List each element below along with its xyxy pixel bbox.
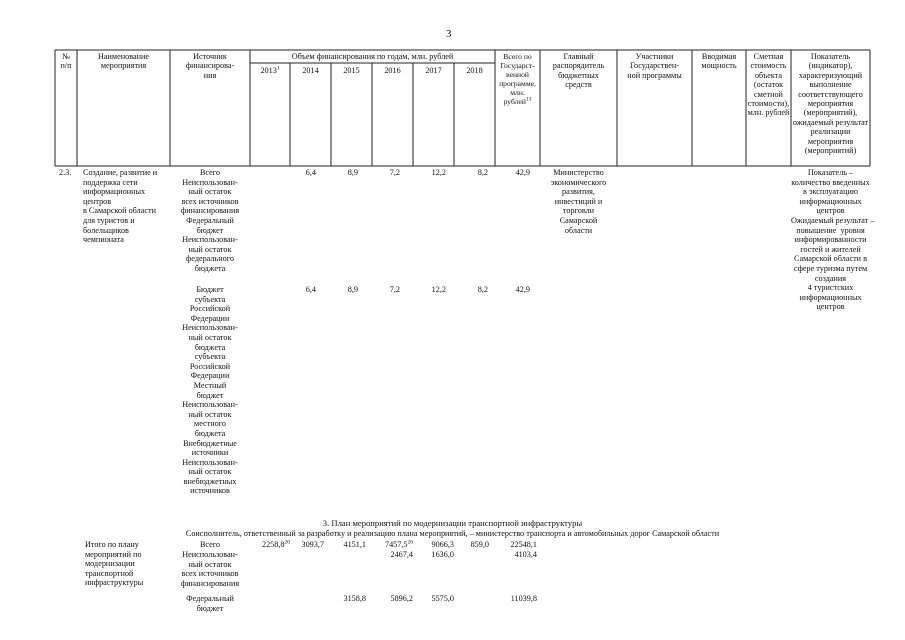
header-no: № п/п bbox=[60, 52, 72, 71]
s3-row1-source: Всего bbox=[199, 540, 221, 549]
s3-row1-2013: 2258,8$^{20}$ bbox=[261, 539, 290, 549]
header-indicator: Показатель (индикатор), характеризующий выполнение соответствующего мероприятия (мероприятий), ожидаемый результат реализации мероприятия (мероприятий) bbox=[792, 52, 869, 156]
header-total: Всего по Государст- венной программе, млн. рублей$^{13}$ bbox=[499, 52, 536, 106]
s3-row3-sum: 11039,8 bbox=[510, 594, 537, 603]
s3-row3-source: Федеральный бюджет bbox=[186, 594, 234, 613]
header-capacity: Вводимая мощность bbox=[701, 52, 737, 71]
s3-row2-2017: 1636,0 bbox=[431, 550, 454, 559]
s3-row3-2016: 5896,2 bbox=[390, 594, 413, 603]
s3-row2-2016: 2467,4 bbox=[390, 550, 413, 559]
row-subject-2017: 12,2 bbox=[431, 285, 446, 294]
header-manager: Главный распорядитель бюджетных средств bbox=[552, 52, 605, 90]
s3-row1-2018: 859,0 bbox=[470, 540, 489, 549]
section-title: 3. План мероприятий по модернизации транспортной инфраструктуры bbox=[322, 518, 583, 528]
page-number: 3 bbox=[446, 28, 452, 40]
s3-row1-2015: 4151,1 bbox=[343, 540, 366, 549]
section-total-label: Итого по плану мероприятий по модернизации транспортной инфраструктуры bbox=[85, 540, 144, 588]
row-total-2014: 6,4 bbox=[305, 168, 316, 177]
row-number: 2.3. bbox=[59, 168, 72, 177]
row-sources-block2: Бюджет субъекта Российской Федерации Неиспользован- ный остаток бюджета субъекта Российской Федерации Местный бюджет Неиспользован- ный остаток местного бюджета Внебюджетные источники Неиспользован- ный остаток внебюджетных источников bbox=[182, 285, 238, 496]
header-participants: Участники Государствен- ной программы bbox=[627, 52, 682, 80]
row-total-2015: 8,9 bbox=[347, 168, 358, 177]
s3-row1-2016: 7457,5$^{26}$ bbox=[384, 539, 413, 549]
row-subject-sum: 42,9 bbox=[515, 285, 530, 294]
row-sources-block1: Всего Неиспользован- ный остаток всех источников финансирования Федеральный бюджет Неиспользован- ный остаток федерального бюджета bbox=[180, 168, 240, 273]
s3-row3-2015: 3158,8 bbox=[343, 594, 366, 603]
section-subtitle: Соисполнитель, ответственный за разработку и реализацию плана мероприятий, – министерство транспорта и автомобильных дорог Самарской области bbox=[185, 529, 720, 538]
row-total-2018: 8,2 bbox=[477, 168, 488, 177]
header-year-2015: 2015 bbox=[343, 66, 360, 75]
row-manager: Министерство экономического развития, инвестиций и торговли Самарской области bbox=[550, 168, 607, 235]
row-total-2017: 12,2 bbox=[431, 168, 446, 177]
s3-row3-2017: 5575,0 bbox=[431, 594, 454, 603]
s3-row1-2017: 9066,3 bbox=[431, 540, 454, 549]
row-subject-2018: 8,2 bbox=[477, 285, 488, 294]
s3-row1-sum: 22548,1 bbox=[510, 540, 537, 549]
header-year-2016: 2016 bbox=[384, 66, 401, 75]
header-name: Наименование мероприятия bbox=[97, 52, 149, 71]
row-subject-2015: 8,9 bbox=[347, 285, 358, 294]
header-year-2014: 2014 bbox=[302, 66, 319, 75]
s3-row2-sum: 4103,4 bbox=[514, 550, 537, 559]
s3-row2-source: Неиспользован- ный остаток всех источников финансирования bbox=[180, 550, 240, 588]
row-subject-2014: 6,4 bbox=[305, 285, 316, 294]
header-funding-title: Объем финансирования по годам, млн. рублей bbox=[291, 52, 454, 61]
row-subject-2016: 7,2 bbox=[389, 285, 400, 294]
header-estimate: Сметная стоимость объекта (остаток сметной стоимости), млн. рублей bbox=[747, 52, 790, 118]
row-name: Создание, развитие и поддержка сети информационных центров в Самарской области для туристов и болельщиков чемпионата bbox=[83, 168, 158, 245]
header-source: Источник финансирова- ния bbox=[185, 52, 235, 80]
header-year-2018: 2018 bbox=[466, 66, 483, 75]
header-year-2013: 2013$^1$ bbox=[260, 65, 280, 75]
header-year-2017: 2017 bbox=[425, 66, 442, 75]
row-indicator: Показатель – количество введенных в эксплуатацию информационных центров Ожидаемый результат – повышение уровня информированности гостей и жителей Самарской области в сфере туризма путем создания 4 туристских информационных центров bbox=[791, 168, 875, 312]
row-total-sum: 42,9 bbox=[515, 168, 530, 177]
s3-row1-2014: 3093,7 bbox=[301, 540, 324, 549]
row-total-2016: 7,2 bbox=[389, 168, 400, 177]
